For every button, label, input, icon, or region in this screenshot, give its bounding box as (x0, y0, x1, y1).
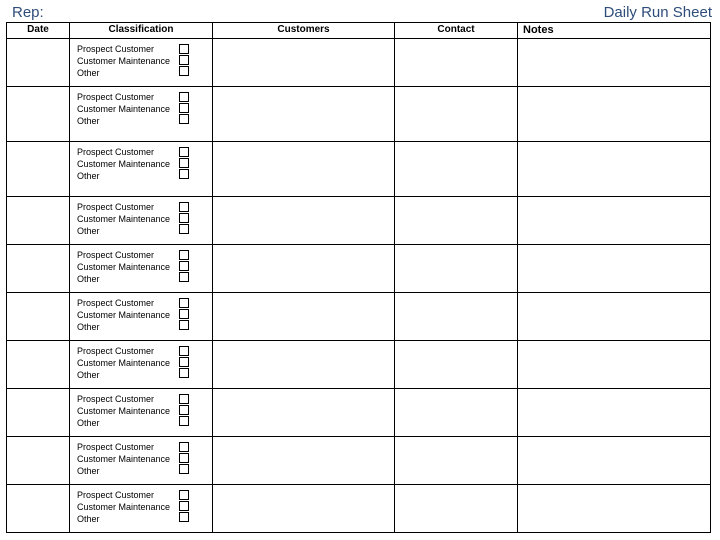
date-cell[interactable] (7, 389, 70, 437)
contact-cell[interactable] (395, 197, 518, 245)
run-sheet-table (6, 22, 711, 533)
notes-cell[interactable] (518, 87, 711, 142)
classification-option-label: Prospect Customer (77, 250, 155, 260)
customers-cell[interactable] (213, 437, 395, 485)
rep-label: Rep: (12, 4, 44, 21)
checkbox-group (179, 298, 190, 331)
date-cell[interactable] (7, 437, 70, 485)
classification-cell (70, 142, 213, 197)
classification-option-label: Other (77, 466, 100, 476)
classification-option-label: Other (77, 370, 100, 380)
classification-checkbox[interactable] (179, 405, 189, 415)
classification-option-label: Prospect Customer (77, 490, 155, 500)
notes-cell[interactable] (518, 293, 711, 341)
checkbox-group (179, 394, 190, 427)
classification-option-label: Customer Maintenance (77, 214, 171, 224)
classification-option-label: Customer Maintenance (77, 358, 171, 368)
customers-cell[interactable] (213, 39, 395, 87)
contact-cell[interactable] (395, 245, 518, 293)
table-row (7, 437, 711, 485)
date-cell[interactable] (7, 87, 70, 142)
column-header-date: Date (7, 23, 70, 39)
classification-checkbox[interactable] (179, 272, 189, 282)
customers-cell[interactable] (213, 197, 395, 245)
classification-checkbox[interactable] (179, 357, 189, 367)
classification-checkbox[interactable] (179, 169, 189, 179)
header-row (7, 23, 711, 39)
table-row (7, 389, 711, 437)
date-cell[interactable] (7, 341, 70, 389)
classification-checkbox[interactable] (179, 250, 189, 260)
classification-option-label: Prospect Customer (77, 442, 155, 452)
classification-cell (70, 437, 213, 485)
classification-checkbox[interactable] (179, 202, 189, 212)
checkbox-group (179, 250, 190, 283)
classification-cell (70, 39, 213, 87)
classification-checkbox[interactable] (179, 490, 189, 500)
customers-cell[interactable] (213, 389, 395, 437)
customers-cell[interactable] (213, 293, 395, 341)
checkbox-group (179, 346, 190, 379)
contact-cell[interactable] (395, 142, 518, 197)
checkbox-group (179, 44, 190, 77)
classification-cell (70, 341, 213, 389)
classification-option-label: Customer Maintenance (77, 502, 171, 512)
classification-checkbox[interactable] (179, 346, 189, 356)
table-row (7, 485, 711, 533)
notes-cell[interactable] (518, 485, 711, 533)
classification-checkbox[interactable] (179, 298, 189, 308)
classification-option-label: Prospect Customer (77, 394, 155, 404)
classification-checkbox[interactable] (179, 464, 189, 474)
classification-checkbox[interactable] (179, 501, 189, 511)
classification-options (77, 43, 170, 79)
table-row (7, 293, 711, 341)
classification-option-label: Other (77, 514, 100, 524)
classification-option-label: Other (77, 68, 100, 78)
customers-cell[interactable] (213, 341, 395, 389)
customers-cell[interactable] (213, 245, 395, 293)
classification-cell (70, 87, 213, 142)
notes-cell[interactable] (518, 197, 711, 245)
classification-option-label: Other (77, 116, 100, 126)
classification-cell (70, 197, 213, 245)
classification-checkbox[interactable] (179, 309, 189, 319)
notes-cell[interactable] (518, 245, 711, 293)
customers-cell[interactable] (213, 485, 395, 533)
classification-checkbox[interactable] (179, 512, 189, 522)
classification-options (77, 393, 170, 429)
classification-options (77, 297, 170, 333)
notes-cell[interactable] (518, 437, 711, 485)
column-header-notes: Notes (518, 23, 711, 39)
date-cell[interactable] (7, 142, 70, 197)
contact-cell[interactable] (395, 341, 518, 389)
classification-option-label: Other (77, 274, 100, 284)
classification-options (77, 146, 170, 182)
classification-cell (70, 485, 213, 533)
classification-option-label: Other (77, 171, 100, 181)
classification-checkbox[interactable] (179, 416, 189, 426)
date-cell[interactable] (7, 485, 70, 533)
column-header-classification: Classification (70, 23, 213, 39)
checkbox-group (179, 490, 190, 523)
classification-option-label: Customer Maintenance (77, 454, 171, 464)
contact-cell[interactable] (395, 485, 518, 533)
classification-checkbox[interactable] (179, 66, 189, 76)
classification-checkbox[interactable] (179, 261, 189, 271)
contact-cell[interactable] (395, 437, 518, 485)
classification-option-label: Customer Maintenance (77, 104, 171, 114)
column-header-contact: Contact (395, 23, 518, 39)
table-row (7, 197, 711, 245)
classification-checkbox[interactable] (179, 158, 189, 168)
classification-checkbox[interactable] (179, 92, 189, 102)
column-header-customers: Customers (213, 23, 395, 39)
notes-cell[interactable] (518, 389, 711, 437)
contact-cell[interactable] (395, 39, 518, 87)
classification-checkbox[interactable] (179, 442, 189, 452)
classification-options (77, 489, 170, 525)
classification-checkbox[interactable] (179, 103, 189, 113)
classification-option-label: Prospect Customer (77, 147, 155, 157)
classification-option-label: Customer Maintenance (77, 310, 171, 320)
classification-options (77, 249, 170, 285)
table-row (7, 245, 711, 293)
table-row (7, 39, 711, 87)
classification-option-label: Customer Maintenance (77, 56, 171, 66)
classification-cell (70, 245, 213, 293)
classification-option-label: Prospect Customer (77, 44, 155, 54)
classification-option-label: Customer Maintenance (77, 406, 171, 416)
classification-cell (70, 389, 213, 437)
classification-option-label: Prospect Customer (77, 298, 155, 308)
notes-cell[interactable] (518, 39, 711, 87)
classification-checkbox[interactable] (179, 147, 189, 157)
sheet-title: Daily Run Sheet (603, 4, 712, 21)
classification-option-label: Other (77, 418, 100, 428)
contact-cell[interactable] (395, 87, 518, 142)
notes-cell[interactable] (518, 142, 711, 197)
classification-options (77, 441, 170, 477)
table-row (7, 341, 711, 389)
classification-options (77, 201, 170, 237)
checkbox-group (179, 147, 190, 180)
date-cell[interactable] (7, 293, 70, 341)
customers-cell[interactable] (213, 142, 395, 197)
checkbox-group (179, 442, 190, 475)
table-row (7, 87, 711, 142)
classification-option-label: Prospect Customer (77, 202, 155, 212)
classification-options (77, 91, 170, 127)
date-cell[interactable] (7, 39, 70, 87)
contact-cell[interactable] (395, 389, 518, 437)
classification-cell (70, 293, 213, 341)
classification-option-label: Other (77, 226, 100, 236)
classification-checkbox[interactable] (179, 213, 189, 223)
checkbox-group (179, 202, 190, 235)
contact-cell[interactable] (395, 293, 518, 341)
classification-option-label: Customer Maintenance (77, 159, 171, 169)
customers-cell[interactable] (213, 87, 395, 142)
classification-option-label: Other (77, 322, 100, 332)
date-cell[interactable] (7, 197, 70, 245)
classification-checkbox[interactable] (179, 224, 189, 234)
classification-checkbox[interactable] (179, 320, 189, 330)
classification-checkbox[interactable] (179, 55, 189, 65)
classification-checkbox[interactable] (179, 114, 189, 124)
classification-option-label: Prospect Customer (77, 92, 155, 102)
checkbox-group (179, 92, 190, 125)
classification-option-label: Customer Maintenance (77, 262, 171, 272)
date-cell[interactable] (7, 245, 70, 293)
classification-options (77, 345, 170, 381)
classification-checkbox[interactable] (179, 394, 189, 404)
classification-checkbox[interactable] (179, 453, 189, 463)
table-row (7, 142, 711, 197)
classification-checkbox[interactable] (179, 44, 189, 54)
classification-checkbox[interactable] (179, 368, 189, 378)
classification-option-label: Prospect Customer (77, 346, 155, 356)
notes-cell[interactable] (518, 341, 711, 389)
